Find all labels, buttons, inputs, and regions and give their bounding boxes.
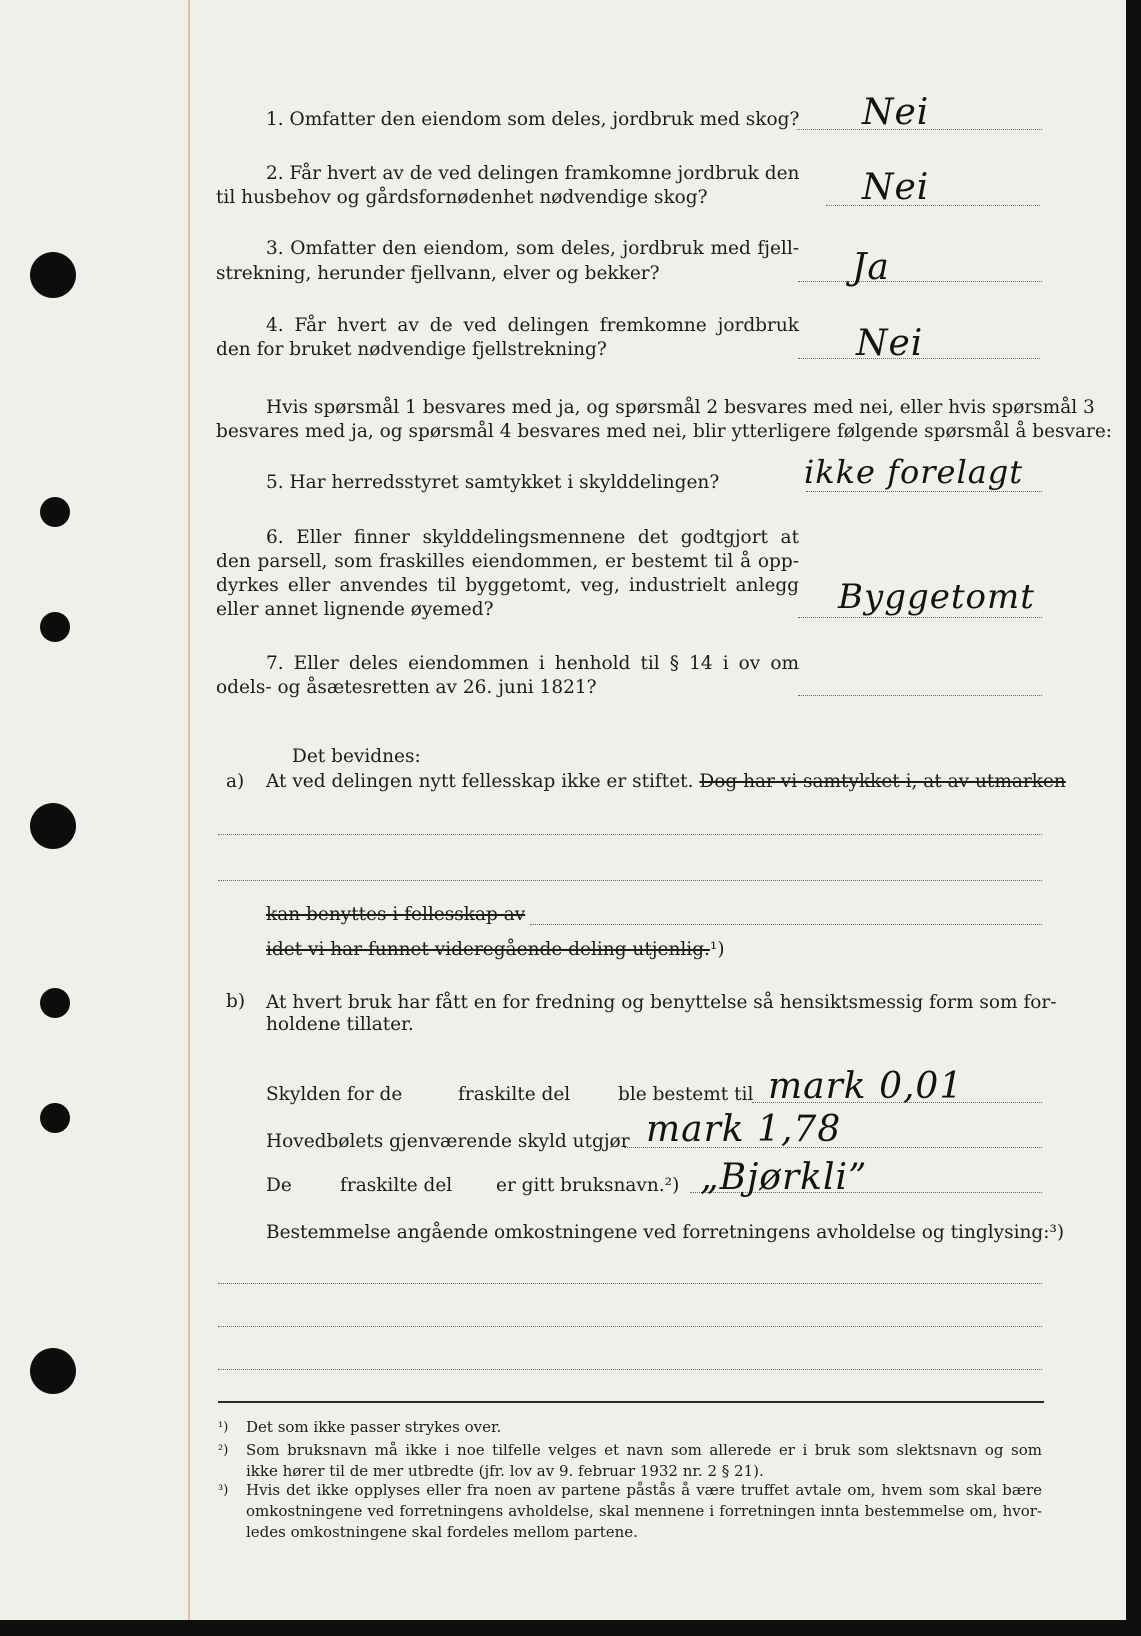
punch-hole (40, 612, 70, 642)
skyld-row-3-c: er gitt bruksnavn.²) (496, 1175, 680, 1196)
punch-hole (30, 1348, 76, 1394)
answer-2: Nei (862, 167, 930, 208)
footnote-2-line-1: Som bruksnavn må ikke i noe tilfelle velges et navn som allerede er i bruk som slektsnavn og som (246, 1441, 1042, 1459)
instruction-line-1: Hvis spørsmål 1 besvares med ja, og spørsmål 2 besvares med nei, eller hvis spørsmål 3 (266, 397, 1095, 418)
footnote-3-line-2: omkostningene ved forretningens avholdelse, skal mennene i forretningen innta bestemmelse om, hvor- (246, 1502, 1042, 1520)
struck-line-1: kan benyttes i fellesskap av (266, 904, 526, 925)
footnote-1-mark: ¹) (218, 1420, 229, 1435)
question-6-line-1: 6. Eller finner skylddelingsmennene det godtgjort at (266, 527, 799, 548)
punch-hole (30, 803, 76, 849)
footnote-3-line-3: ledes omkostningene skal fordeles mellom partene. (246, 1523, 638, 1541)
answer-3: Ja (852, 247, 890, 288)
blank-line (218, 880, 1042, 881)
footnote-2-mark: ²) (218, 1443, 229, 1458)
punch-hole (30, 252, 76, 298)
question-7-line-1: 7. Eller deles eiendommen i henhold til § 14 i ov om (266, 653, 799, 674)
answer-6: Byggetomt (838, 577, 1035, 617)
bevidnes-heading: Det bevidnes: (292, 746, 421, 767)
skyld-row-1-b: fraskilte del (458, 1084, 571, 1105)
skyld-row-3-a: De (266, 1175, 292, 1196)
question-7-line-2: odels- og åsætesretten av 26. juni 1821? (216, 677, 597, 698)
bevidnes-b-label: b) (226, 991, 246, 1012)
blank-line (218, 834, 1042, 835)
skyld-row-4-label: Bestemmelse angående omkostningene ved forretningens avholdelse og tinglysing:³) (266, 1222, 1065, 1243)
skyld-value-1: mark 0,01 (768, 1066, 964, 1107)
answer-1: Nei (862, 92, 930, 133)
bevidnes-b-line-1: At hvert bruk har fått en for fredning og benyttelse så hensiktsmessig form som for- (266, 992, 1057, 1013)
blank-line (218, 1283, 1042, 1284)
blank-line (530, 924, 1042, 925)
answer-4: Nei (856, 323, 924, 364)
skyld-value-2: mark 1,78 (646, 1109, 842, 1150)
skyld-row-1-c: ble bestemt til (618, 1084, 754, 1105)
bevidnes-a-main: At ved delingen nytt fellesskap ikke er stiftet. (266, 771, 694, 792)
footnote-1: Det som ikke passer strykes over. (246, 1418, 502, 1436)
footnote-3-line-1: Hvis det ikke opplyses eller fra noen av partene påstås å være truffet avtale om, hvem som skal bære (246, 1481, 1042, 1499)
instruction-line-2: besvares med ja, og spørsmål 4 besvares med nei, blir ytterligere følgende spørsmål å besvare: (216, 421, 1113, 442)
bevidnes-a-struck: Dog har vi samtykket i, at av utmarken (699, 771, 1066, 792)
question-3-line-1: 3. Omfatter den eiendom, som deles, jordbruk med fjell- (266, 238, 799, 259)
question-2-line-2: til husbehov og gårdsfornødenhet nødvendige skog? (216, 187, 708, 208)
question-5: 5. Har herredsstyret samtykket i skylddelingen? (266, 472, 720, 493)
skyld-row-2-label: Hovedbølets gjenværende skyld utgjør (266, 1131, 630, 1152)
answer-line-7 (798, 695, 1042, 696)
footnote-3-mark: ³) (218, 1483, 229, 1498)
question-2-line-1: 2. Får hvert av de ved delingen framkomne jordbruk den (266, 163, 800, 184)
skyld-row-3-b: fraskilte del (340, 1175, 453, 1196)
punch-hole (40, 497, 70, 527)
footnote-rule (218, 1401, 1044, 1403)
question-4-line-2: den for bruket nødvendige fjellstrekning? (216, 339, 607, 360)
answer-5: ikke forelagt (804, 453, 1024, 491)
margin-line (188, 0, 190, 1620)
question-3-line-2: strekning, herunder fjellvann, elver og bekker? (216, 263, 660, 284)
struck-line-2 (266, 938, 725, 962)
bevidnes-b-line-2: holdene tillater. (266, 1014, 414, 1035)
footnote-2-line-2: ikke hører til de mer utbredte (jfr. lov av 9. februar 1932 nr. 2 § 21). (246, 1462, 764, 1480)
blank-line (218, 1369, 1042, 1370)
skyld-value-3: „Bjørkli” (700, 1157, 868, 1198)
punch-hole (40, 1103, 70, 1133)
question-1: 1. Omfatter den eiendom som deles, jordbruk med skog? (266, 109, 800, 130)
punch-hole (40, 988, 70, 1018)
question-4-line-1: 4. Får hvert av de ved delingen fremkomne jordbruk (266, 315, 799, 336)
question-6-line-3: dyrkes eller anvendes til byggetomt, veg, industrielt anlegg (216, 575, 799, 596)
blank-line (218, 1326, 1042, 1327)
skyld-row-1-a: Skylden for de (266, 1084, 403, 1105)
answer-line-6 (798, 617, 1042, 618)
answer-line-2 (826, 205, 1040, 206)
struck-line-2-text: idet vi har funnet videregående deling utjenlig. (266, 939, 710, 960)
answer-line-3 (798, 281, 1042, 282)
bevidnes-a-text (266, 770, 1066, 794)
bevidnes-a-label: a) (226, 771, 245, 792)
question-6-line-4: eller annet lignende øyemed? (216, 599, 494, 620)
footnote-ref-1: ¹) (709, 939, 725, 960)
question-6-line-2: den parsell, som fraskilles eiendommen, er bestemt til å opp- (216, 551, 799, 572)
